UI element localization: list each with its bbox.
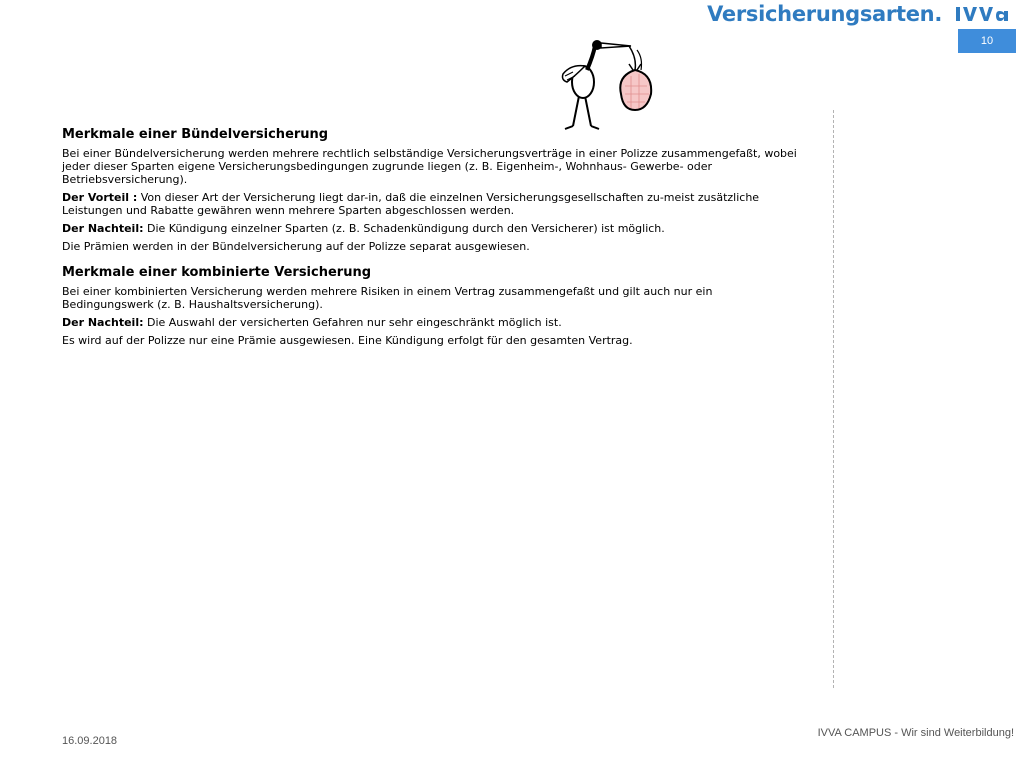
footer-date: 16.09.2018 bbox=[62, 735, 118, 747]
paragraph-text: Bei einer Bündelversicherung werden mehrere rechtlich selbständige Versicherungsverträge in einer Polizze zusammengefaßt, wobei jeder dieser Sparten eigene Versicherungsbedingungen zugrunde liegen (z. B. Eigenheim-, Wohnhaus- Gewerbe- oder Betriebsversicherung). bbox=[62, 147, 797, 186]
paragraph-text: Es wird auf der Polizze nur eine Prämie ausgewiesen. Eine Kündigung erfolgt für den gesamten Vertrag. bbox=[62, 334, 633, 347]
paragraph-label: Der Nachteil: bbox=[62, 222, 144, 235]
paragraph-text: Bei einer kombinierten Versicherung werden mehrere Risiken in einem Vertrag zusammengefaßt und gilt auch nur ein Bedingungswerk (z. B. Haushaltsversicherung). bbox=[62, 285, 713, 311]
paragraph-text: Die Kündigung einzelner Sparten (z. B. Schadenkündigung durch den Versicherer) ist möglich. bbox=[143, 222, 665, 235]
page-title: Versicherungsarten. bbox=[707, 2, 942, 26]
paragraph-text: Die Prämien werden in der Bündelversicherung auf der Polizze separat ausgewiesen. bbox=[62, 240, 530, 253]
paragraph-label: Der Vorteil : bbox=[62, 191, 138, 204]
main-content bbox=[62, 127, 807, 352]
section-heading-kombinierte-versicherung: Merkmale einer kombinierte Versicherung bbox=[62, 265, 372, 280]
paragraph-vorteil bbox=[62, 191, 807, 217]
page-number-badge: 10 bbox=[958, 29, 1016, 53]
paragraph-label: Der Nachteil: bbox=[62, 316, 144, 329]
paragraph bbox=[62, 147, 807, 186]
paragraph-nachteil bbox=[62, 316, 807, 329]
ivva-logo bbox=[955, 4, 1021, 26]
paragraph-text: Die Auswahl der versicherten Gefahren nur sehr eingeschränkt möglich ist. bbox=[143, 316, 562, 329]
footer-tagline: IVVA CAMPUS - Wir sind Weiterbildung! bbox=[817, 727, 1014, 739]
paragraph bbox=[62, 240, 807, 253]
paragraph bbox=[62, 285, 807, 311]
paragraph-text: Von dieser Art der Versicherung liegt dar-in, daß die einzelnen Versicherungsgesellschaften zu-meist zusätzliche Leistungen und Rabatte gewähren wenn mehrere Sparten abgeschlossen werden. bbox=[62, 191, 760, 217]
paragraph bbox=[62, 334, 807, 347]
section-heading-buendelversicherung: Merkmale einer Bündelversicherung bbox=[62, 127, 329, 142]
vertical-divider bbox=[833, 110, 834, 688]
paragraph-nachteil bbox=[62, 222, 807, 235]
stork-carrying-baby-icon bbox=[555, 36, 667, 132]
